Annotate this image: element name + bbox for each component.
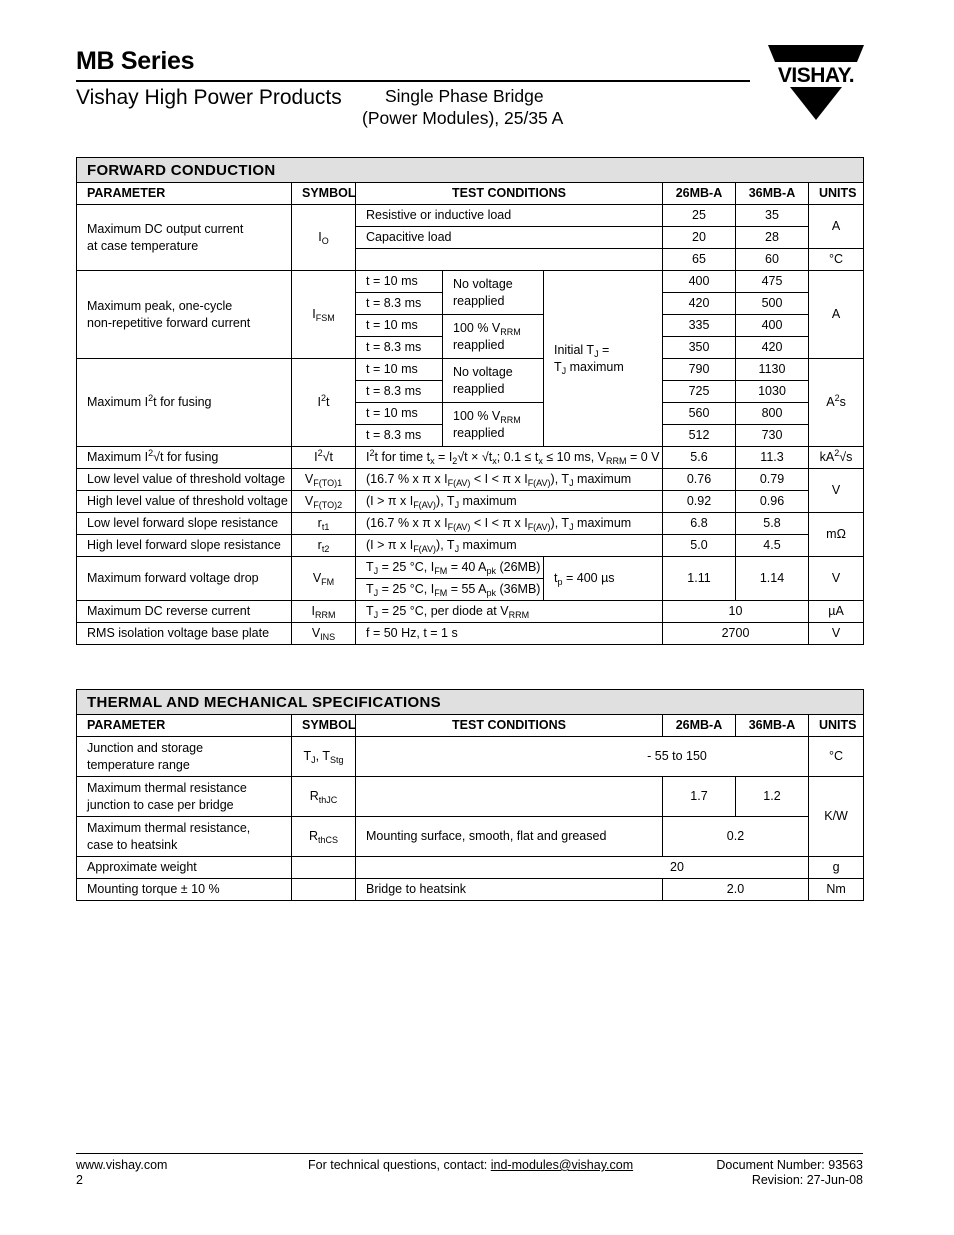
revision-date: Revision: 27-Jun-08	[751, 1173, 863, 1187]
value: 10	[663, 601, 809, 623]
value: 5.0	[663, 535, 736, 557]
cond-initial-tj: Initial $T_J$ = $T_J$ maximum	[544, 271, 663, 447]
symbol-rt1: $r_{t1}$	[292, 513, 356, 535]
cond-time: t = 8.3 ms	[356, 293, 443, 315]
value: 725	[663, 381, 736, 403]
cond-i2rt: $I^2t$ for time $t_x = I_2√t \times √t_x$; $0.1 \le t_x \le 10$ ms, $V_{RRM} = 0$ V	[356, 447, 663, 469]
cond-vrrm: 100 % $V_{RRM}$ reapplied	[443, 403, 544, 447]
value: 20	[663, 227, 736, 249]
value: 35	[736, 205, 809, 227]
cond-rthjc	[356, 777, 663, 817]
param-rthcs: Maximum thermal resistance, case to heatsink	[77, 817, 292, 857]
col-header-26mb: 26MB-A	[663, 183, 736, 205]
unit: V	[809, 469, 864, 513]
footer-contact	[308, 1158, 633, 1173]
cond-vfto1: (16.7 % x π x $I_{F(AV)} < I < \pi$ x $I_{F(AV)}$), $T_J$ maximum	[356, 469, 663, 491]
symbol-ifsm: $I_{FSM}$	[292, 271, 356, 359]
footer-rule	[76, 1153, 863, 1154]
cond-io-2	[356, 249, 663, 271]
unit: g	[809, 857, 864, 879]
symbol-rt2: $r_{t2}$	[292, 535, 356, 557]
value: 420	[663, 293, 736, 315]
value: 25	[663, 205, 736, 227]
param-rthjc: Maximum thermal resistance junction to case per bridge	[77, 777, 292, 817]
col-header-36mb: 36MB-A	[736, 715, 809, 737]
value: 730	[736, 425, 809, 447]
param-vfto2: High level value of threshold voltage	[77, 491, 292, 513]
header-rule	[76, 80, 750, 82]
unit: V	[809, 557, 864, 601]
product-line-1: Single Phase Bridge	[385, 86, 544, 106]
cond-vins: f = 50 Hz, t = 1 s	[356, 623, 663, 645]
param-vfm: Maximum forward voltage drop	[77, 557, 292, 601]
unit: µA	[809, 601, 864, 623]
value: 1.11	[663, 557, 736, 601]
cond-io-0: Resistive or inductive load	[356, 205, 663, 227]
unit: °C	[809, 737, 864, 777]
value: 1130	[736, 359, 809, 381]
symbol-i2rt: $I^2√t$	[292, 447, 356, 469]
cond-time: t = 8.3 ms	[356, 337, 443, 359]
value: 2.0	[663, 879, 809, 901]
col-header-parameter: PARAMETER	[77, 715, 292, 737]
value: 0.2	[663, 817, 809, 857]
unit: °C	[809, 249, 864, 271]
param-weight: Approximate weight	[77, 857, 292, 879]
col-header-36mb: 36MB-A	[736, 183, 809, 205]
value: 1030	[736, 381, 809, 403]
symbol-vfto1: $V_{F(TO)1}$	[292, 469, 356, 491]
unit: mΩ	[809, 513, 864, 557]
value: 5.8	[736, 513, 809, 535]
vishay-logo	[766, 43, 866, 121]
contact-text: For technical questions, contact:	[308, 1158, 491, 1172]
cond-irrm: $T_J = 25$ °C, per diode at $V_{RRM}$	[356, 601, 663, 623]
value: 790	[663, 359, 736, 381]
forward-conduction-table	[76, 157, 864, 645]
table-title: FORWARD CONDUCTION	[77, 158, 864, 183]
symbol-tj: $T_J$, $T_{Stg}$	[292, 737, 356, 777]
thermal-mechanical-table	[76, 689, 864, 901]
cond-time: t = 10 ms	[356, 359, 443, 381]
product-description	[362, 85, 563, 129]
value: 475	[736, 271, 809, 293]
table-title: THERMAL AND MECHANICAL SPECIFICATIONS	[77, 690, 864, 715]
value: 11.3	[736, 447, 809, 469]
cond-vfto2: (I > π x $I_{F(AV)}$), $T_J$ maximum	[356, 491, 663, 513]
value: 65	[663, 249, 736, 271]
param-i2rt: Maximum $I^2√t$ for fusing	[77, 447, 292, 469]
brand-subtitle: Vishay High Power Products	[76, 86, 342, 109]
value: 0.96	[736, 491, 809, 513]
cond-no-voltage: No voltage reapplied	[443, 359, 544, 403]
cond-io-1: Capacitive load	[356, 227, 663, 249]
cond-rt2: (I > π x $I_{F(AV)}$), $T_J$ maximum	[356, 535, 663, 557]
param-vins: RMS isolation voltage base plate	[77, 623, 292, 645]
website-link[interactable]: www.vishay.com	[76, 1158, 168, 1172]
symbol-i2t: $I^2t$	[292, 359, 356, 447]
value: 1.2	[736, 777, 809, 817]
footer-right	[700, 1158, 863, 1188]
cond-rthcs: Mounting surface, smooth, flat and greased	[356, 817, 663, 857]
param-i2t: Maximum $I^2t$ for fusing	[77, 359, 292, 447]
series-title: MB Series	[76, 47, 195, 75]
symbol-irrm: $I_{RRM}$	[292, 601, 356, 623]
symbol-vfto2: $V_{F(TO)2}$	[292, 491, 356, 513]
value: 400	[663, 271, 736, 293]
contact-email-link[interactable]: ind-modules@vishay.com	[490, 1158, 634, 1172]
symbol-rthcs: $R_{thCS}$	[292, 817, 356, 857]
symbol-vins: $V_{INS}$	[292, 623, 356, 645]
product-line-2: (Power Modules), 25/35 A	[362, 108, 564, 128]
param-io: Maximum DC output current at case temperature	[77, 205, 292, 271]
param-ifsm: Maximum peak, one-cycle non-repetitive forward current	[77, 271, 292, 359]
symbol-vfm: $V_{FM}$	[292, 557, 356, 601]
symbol-weight	[292, 857, 356, 879]
col-header-parameter: PARAMETER	[77, 183, 292, 205]
symbol-torque	[292, 879, 356, 901]
value: 2700	[663, 623, 809, 645]
cond-torque: Bridge to heatsink	[356, 879, 663, 901]
value: 512	[663, 425, 736, 447]
value: 4.5	[736, 535, 809, 557]
col-header-units: UNITS	[809, 715, 864, 737]
cond-vfm-26: $T_J = 25$ °C, $I_{FM} = 40$ $A_{pk}$ (26MB)	[356, 557, 544, 579]
col-header-26mb: 26MB-A	[663, 715, 736, 737]
value: 335	[663, 315, 736, 337]
value: 400	[736, 315, 809, 337]
value: 20	[356, 857, 809, 879]
value: 0.79	[736, 469, 809, 491]
param-tj: Junction and storage temperature range	[77, 737, 292, 777]
value: 560	[663, 403, 736, 425]
value: 5.6	[663, 447, 736, 469]
cond-time: t = 10 ms	[356, 315, 443, 337]
param-rt2: High level forward slope resistance	[77, 535, 292, 557]
unit: $A^2s$	[809, 359, 864, 447]
value: 420	[736, 337, 809, 359]
value: 6.8	[663, 513, 736, 535]
value: 1.14	[736, 557, 809, 601]
unit: $kA^2√s$	[809, 447, 864, 469]
col-header-symbol: SYMBOL	[292, 183, 356, 205]
cond-no-voltage: No voltage reapplied	[443, 271, 544, 315]
col-header-units: UNITS	[809, 183, 864, 205]
col-header-symbol: SYMBOL	[292, 715, 356, 737]
unit: A	[809, 205, 864, 249]
param-irrm: Maximum DC reverse current	[77, 601, 292, 623]
cond-time: t = 8.3 ms	[356, 381, 443, 403]
value: 500	[736, 293, 809, 315]
footer-left	[76, 1158, 167, 1188]
cond-rt1: (16.7 % x π x $I_{F(AV)} < I < \pi$ x $I_{F(AV)}$), $T_J$ maximum	[356, 513, 663, 535]
unit: K/W	[809, 777, 864, 857]
symbol-rthjc: $R_{thJC}$	[292, 777, 356, 817]
logo-wordmark: VISHAY.	[777, 64, 855, 87]
value: - 55 to 150	[356, 737, 809, 777]
value: 0.76	[663, 469, 736, 491]
value: 1.7	[663, 777, 736, 817]
value: 350	[663, 337, 736, 359]
cond-vrrm: 100 % $V_{RRM}$ reapplied	[443, 315, 544, 359]
symbol-io: $I_O$	[292, 205, 356, 271]
cond-time: t = 8.3 ms	[356, 425, 443, 447]
document-number: Document Number: 93563	[716, 1158, 863, 1172]
value: 800	[736, 403, 809, 425]
cond-tp: $t_p = 400$ µs	[544, 557, 663, 601]
param-torque: Mounting torque ± 10 %	[77, 879, 292, 901]
cond-time: t = 10 ms	[356, 271, 443, 293]
value: 28	[736, 227, 809, 249]
col-header-conditions: TEST CONDITIONS	[356, 715, 663, 737]
page-number: 2	[76, 1173, 83, 1187]
param-vfto1: Low level value of threshold voltage	[77, 469, 292, 491]
cond-vfm-36: $T_J = 25$ °C, $I_{FM} = 55$ $A_{pk}$ (36MB)	[356, 579, 544, 601]
param-rt1: Low level forward slope resistance	[77, 513, 292, 535]
unit: Nm	[809, 879, 864, 901]
value: 0.92	[663, 491, 736, 513]
unit: V	[809, 623, 864, 645]
cond-time: t = 10 ms	[356, 403, 443, 425]
col-header-conditions: TEST CONDITIONS	[356, 183, 663, 205]
unit: A	[809, 271, 864, 359]
value: 60	[736, 249, 809, 271]
